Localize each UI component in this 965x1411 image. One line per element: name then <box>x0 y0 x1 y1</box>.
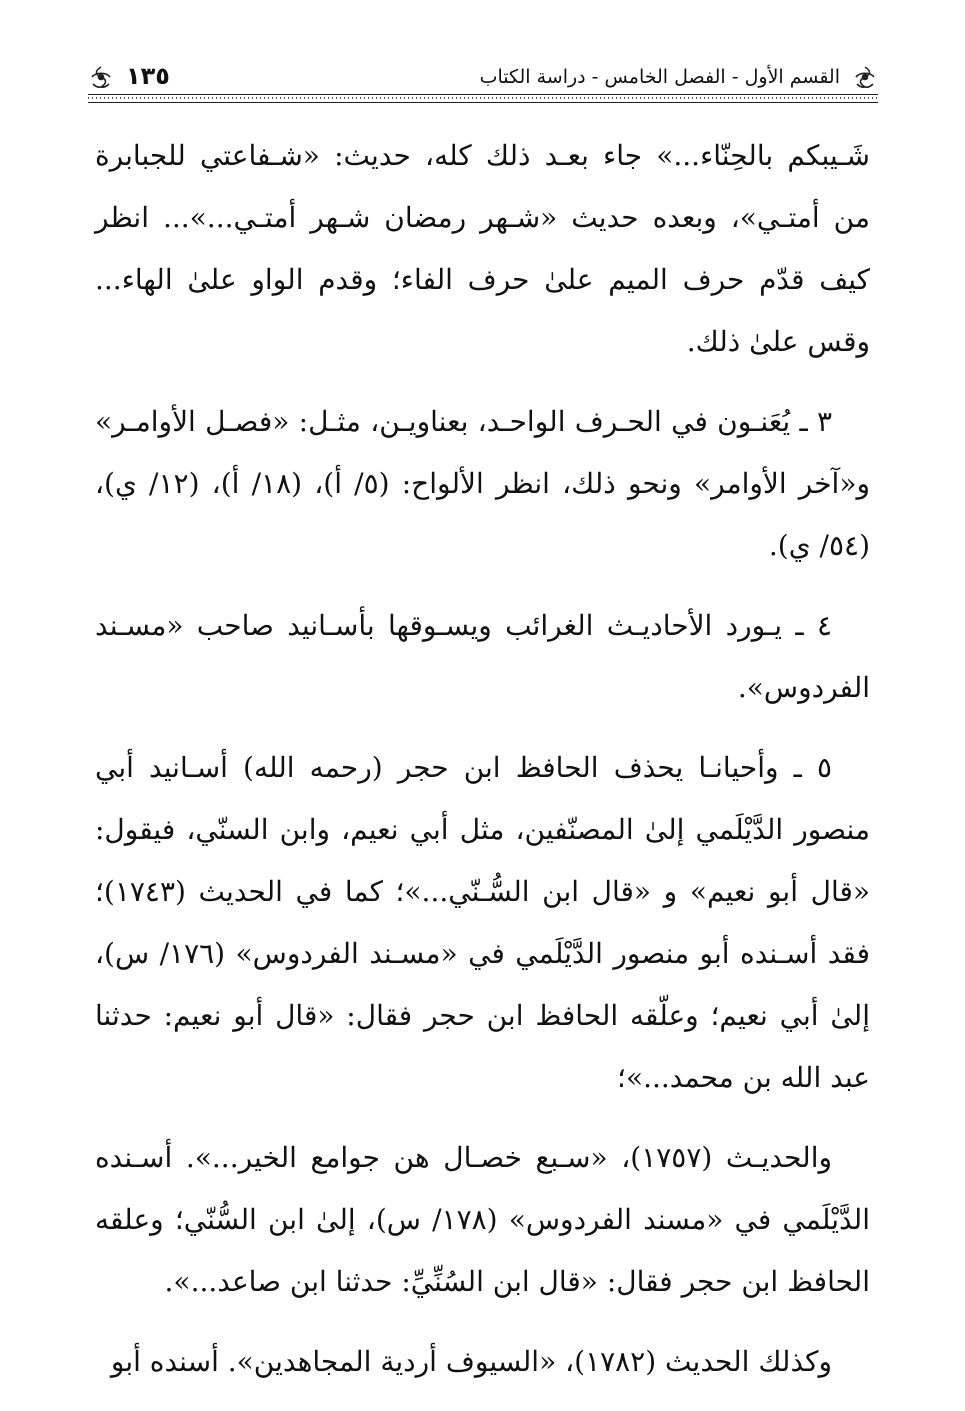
ornament-icon <box>88 64 114 90</box>
paragraph: ٥ ـ وأحيانـا يحذف الحافظ ابن حجر (رحمه الله) أسـانيد أبي منصور الدَّيْلَمي إلىٰ المصنّفين، مثل أبي نعيم، وابن السنّي، فيقول: «قال أبو نعيم» و «قال ابن السُّـنّي...»؛ كما في الحديث (١٧٤٣)؛ فقد أسـنده أبو منصور الدَّيْلَمي في «مسـند الفردوس» (١٧٦/ س)، إلىٰ أبي نعيم؛ وعلّقه الحافظ ابن حجر فقال: «قال أبو نعيم: حدثنا عبد الله بن محمد...»؛ <box>95 751 870 1094</box>
ornament-icon <box>852 64 878 90</box>
paragraph: ٣ ـ يُعَنـون في الحـرف الواحـد، بعناويـن، مثـل: «فصـل الأوامـر» و«آخر الأوامر» ونحو ذلك، انظر الألواح: (٥/ أ)، (١٨/ أ)، (١٢/ ي)، (٥٤/ ي). <box>95 405 870 562</box>
paragraph: شَـيبكم بالحِنّاء...» جاء بعـد ذلك كله، حديث: «شـفاعتي للجبابرة من أمتـي»، وبعده حديث «شـهر رمضان شـهر أمتـي...»... انظر كيف قدّم حرف الميم علىٰ حرف الفاء؛ وقدم الواو علىٰ الهاء... وقس علىٰ ذلك. <box>95 139 870 358</box>
paragraph: وكذلك الحديث (١٧٨٢)، «السيوف أردية المجاهدين». أسنده أبو <box>110 1345 832 1378</box>
page-body <box>95 125 870 1411</box>
page-number: ١٣٥ <box>126 62 170 90</box>
header-rule <box>88 94 878 103</box>
running-title: القسم الأول - الفصل الخامس - دراسة الكتاب <box>479 66 840 88</box>
page-header <box>88 62 878 102</box>
paragraph: ٤ ـ يـورد الأحاديـث الغرائب ويسـوقها بأسـانيد صاحب «مسـند الفردوس». <box>95 609 870 704</box>
paragraph: والحديـث (١٧٥٧)، «سـبع خصـال هن جوامع الخير...». أسـنده الدَّيْلَمي في «مسند الفردوس» (١٧٨/ س)، إلىٰ ابن السُّنّي؛ وعلقه الحافظ ابن حجر فقال: «قال ابن السُنِّيِّ: حدثنا ابن صاعد...». <box>95 1141 870 1298</box>
